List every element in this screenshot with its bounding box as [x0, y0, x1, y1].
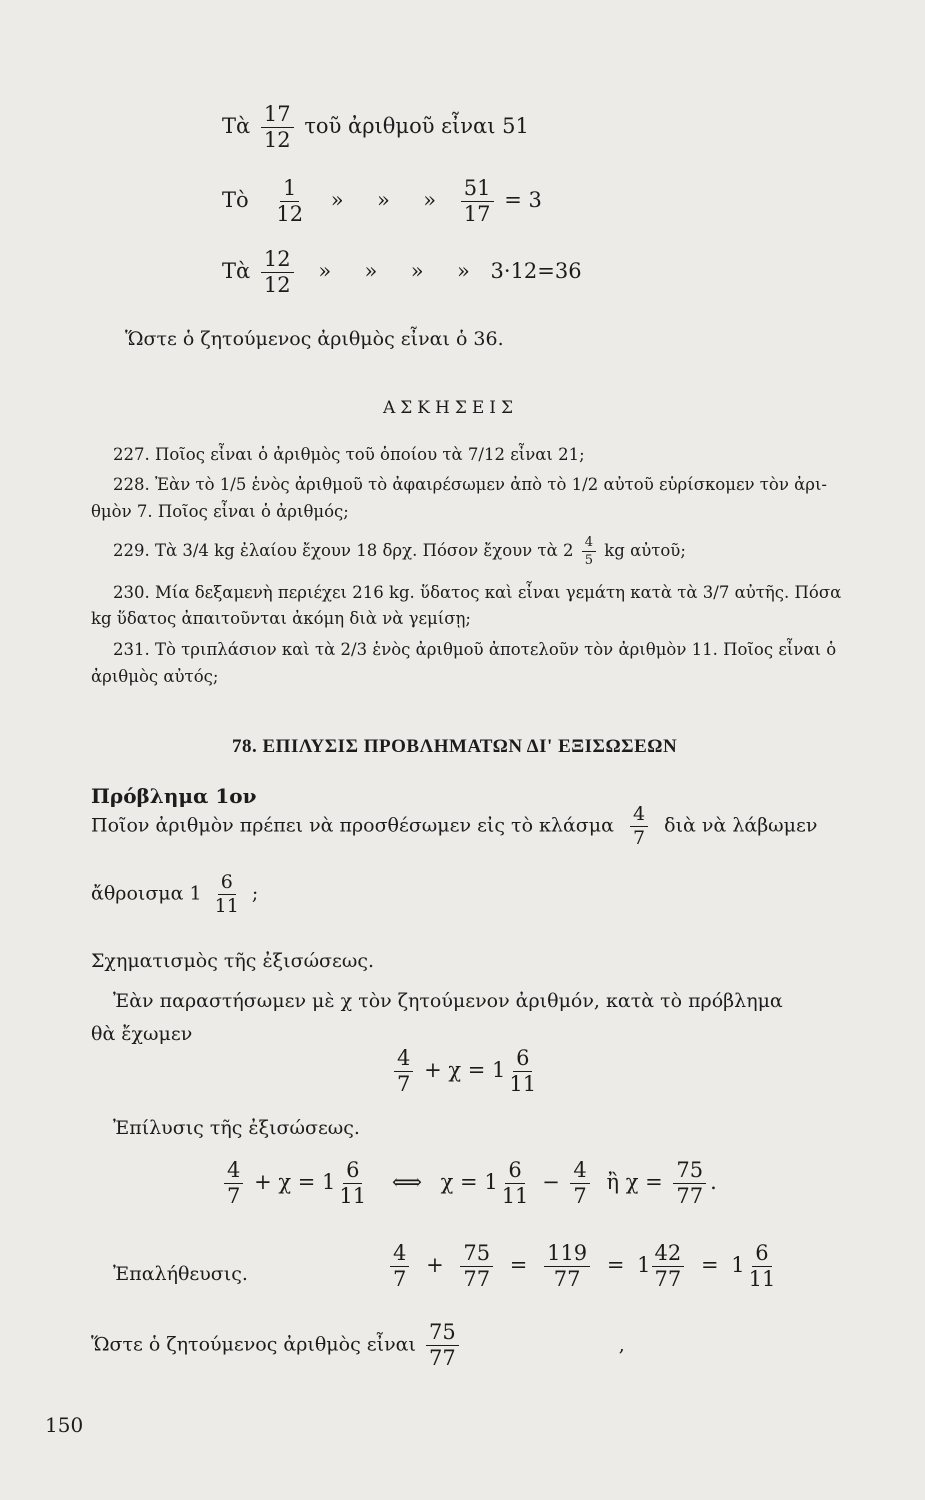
- denominator: 7: [633, 827, 646, 849]
- fraction-4-5: [582, 536, 596, 567]
- denominator: 7: [573, 1184, 587, 1208]
- exercise-227: 227. Ποῖος εἶναι ὁ ἀριθμὸς τοῦ ὁποίου τὰ 7/12 εἶναι 21;: [113, 445, 585, 464]
- whole-one: 1: [492, 1058, 506, 1082]
- equivalence-arrow: ⟺: [391, 1170, 422, 1194]
- solution-label: Ἐπίλυσις τῆς ἐξισώσεως.: [113, 1117, 360, 1139]
- solution-equation: [220, 1160, 717, 1207]
- fraction-42-77: [652, 1243, 685, 1290]
- line-17-12: [222, 104, 529, 151]
- denominator: 77: [463, 1267, 491, 1291]
- exercise-229-tail: kg αὐτοῦ;: [604, 541, 686, 560]
- denominator: 11: [509, 1072, 537, 1096]
- denominator: 77: [553, 1267, 581, 1291]
- final-answer: [91, 1322, 625, 1369]
- equals-sign: =: [700, 1253, 719, 1277]
- final-text: Ὥστε ὁ ζητούμενος ἀριθμὸς εἶναι: [91, 1333, 416, 1356]
- fraction-75-77: [673, 1160, 706, 1207]
- numerator: 6: [343, 1160, 362, 1184]
- fraction-4-7: [570, 1160, 589, 1207]
- denominator: 12: [276, 202, 304, 226]
- fraction-119-77: [544, 1243, 590, 1290]
- question-tail: διὰ νὰ λάβωμεν: [664, 814, 818, 837]
- fraction-12-12: [261, 249, 294, 296]
- exercise-229: [113, 536, 686, 567]
- numerator: 12: [261, 249, 294, 273]
- question-mark: ;: [251, 882, 259, 905]
- exercise-230-line2: kg ὕδατος ἀπαιτοῦνται ἀκόμη διὰ νὰ γεμίσῃ;: [91, 609, 471, 628]
- fraction-51-17: [461, 178, 494, 225]
- word-ta: Τὰ: [222, 114, 251, 138]
- fraction-6-11: [506, 1048, 539, 1095]
- denominator: 7: [227, 1184, 241, 1208]
- equation: [390, 1048, 543, 1095]
- exercise-231-line1: 231. Τὸ τριπλάσιον καὶ τὰ 2/3 ἑνὸς ἀριθμοῦ ἀποτελοῦν τὸν ἀριθμὸν 11. Ποῖος εἶναι ὁ: [113, 640, 837, 659]
- exercise-230-line1: 230. Μία δεξαμενὴ περιέχει 216 kg. ὕδατος καὶ εἶναι γεμάτη κατὰ τὰ 3/7 αὐτῆς. Πόσα: [113, 583, 842, 602]
- exercise-229-text: 229. Τὰ 3/4 kg ἐλαίου ἔχουν 18 δρχ. Πόσον ἔχουν τὰ 2: [113, 541, 574, 560]
- word-ta: Τὰ: [222, 259, 251, 283]
- exercises-title: ΑΣΚΗΣΕΙΣ: [383, 398, 518, 418]
- question-line1: [91, 805, 817, 848]
- section-heading: 78. ΕΠΙΛΥΣΙΣ ΠΡΟΒΛΗΜΑΤΩΝ ΔΙ' ΕΞΙΣΩΣΕΩΝ: [232, 736, 678, 757]
- verify-label: Ἐπαλήθευσις.: [113, 1263, 248, 1285]
- denominator: 11: [501, 1184, 529, 1208]
- plus-x-equals: + χ =: [254, 1170, 316, 1194]
- numerator: 4: [390, 1243, 409, 1267]
- denominator: 5: [584, 553, 594, 568]
- fraction-1-12: [273, 178, 306, 225]
- numerator: 42: [652, 1243, 685, 1267]
- numerator: 6: [218, 873, 236, 895]
- denominator: 12: [263, 273, 291, 297]
- denominator: 77: [654, 1267, 682, 1291]
- numerator: 4: [394, 1048, 413, 1072]
- minus-sign: −: [542, 1170, 560, 1194]
- denominator: 7: [397, 1072, 411, 1096]
- numerator: 6: [505, 1160, 524, 1184]
- plus-sign: +: [426, 1253, 444, 1277]
- numerator: 6: [513, 1048, 532, 1072]
- fraction-6-11: [499, 1160, 532, 1207]
- whole-one: 1: [484, 1170, 498, 1194]
- exercise-228-line1: 228. Ἐὰν τὸ 1/5 ἑνὸς ἀριθμοῦ τὸ ἀφαιρέσωμεν ἀπὸ τὸ 1/2 αὐτοῦ εὑρίσκομεν τὸν ἀρι-: [113, 475, 828, 494]
- fraction-75-77: [426, 1322, 459, 1369]
- numerator: 4: [630, 805, 648, 827]
- formation-label: Σχηματισμὸς τῆς ἐξισώσεως.: [91, 950, 375, 972]
- fraction-6-11: [212, 873, 242, 916]
- whole-one: 1: [637, 1253, 651, 1277]
- sum-text: ἄθροισμα 1: [91, 882, 202, 905]
- question-text: Ποῖον ἀριθμὸν πρέπει νὰ προσθέσωμεν εἰς τὸ κλάσμα: [91, 814, 614, 837]
- numerator: 75: [673, 1160, 706, 1184]
- question-line2: [91, 873, 258, 916]
- fraction-17-12: [261, 104, 294, 151]
- fraction-4-7: [394, 1048, 413, 1095]
- line-12-12: [222, 249, 582, 296]
- line-1-12: [222, 178, 542, 225]
- denominator: 77: [676, 1184, 704, 1208]
- numerator: 119: [544, 1243, 590, 1267]
- exercise-231-line2: ἀριθμὸς αὐτός;: [91, 667, 219, 686]
- if-line2: θὰ ἔχωμεν: [91, 1023, 193, 1045]
- exercise-228-line2: θμὸν 7. Ποῖος εἶναι ὁ ἀριθμός;: [91, 502, 349, 521]
- denominator: 11: [748, 1267, 776, 1291]
- whole-one: 1: [322, 1170, 336, 1194]
- verify-equation: [386, 1243, 782, 1290]
- numerator: 1: [280, 178, 299, 202]
- whole-one: 1: [731, 1253, 745, 1277]
- numerator: 75: [426, 1322, 459, 1346]
- page-number: 150: [45, 1413, 84, 1437]
- denominator: 12: [263, 128, 291, 152]
- numerator: 4: [224, 1160, 243, 1184]
- numerator: 51: [461, 178, 494, 202]
- result-36: 3·12=36: [490, 259, 582, 283]
- comma: ,: [618, 1333, 625, 1356]
- ditto-marks: » » » »: [318, 259, 470, 283]
- x-equals: χ =: [440, 1170, 478, 1194]
- period: .: [710, 1170, 717, 1194]
- fraction-4-7: [630, 805, 648, 848]
- plus-x-equals: + χ =: [424, 1058, 486, 1082]
- fraction-4-7: [390, 1243, 409, 1290]
- fraction-6-11: [336, 1160, 369, 1207]
- line1-text: τοῦ ἀριθμοῦ εἶναι 51: [304, 114, 529, 138]
- numerator: 4: [570, 1160, 589, 1184]
- denominator: 17: [463, 202, 491, 226]
- ditto-marks: » » »: [330, 188, 437, 212]
- conclusion-36: Ὥστε ὁ ζητούμενος ἀριθμὸς εἶναι ὁ 36.: [125, 328, 504, 350]
- denominator: 77: [428, 1346, 456, 1370]
- numerator: 17: [261, 104, 294, 128]
- equals-sign: =: [606, 1253, 625, 1277]
- denominator: 11: [339, 1184, 367, 1208]
- numerator: 75: [460, 1243, 493, 1267]
- numerator: 4: [582, 536, 596, 552]
- fraction-4-7: [224, 1160, 243, 1207]
- numerator: 6: [752, 1243, 771, 1267]
- denominator: 11: [214, 895, 239, 917]
- or-x-equals: ἢ χ =: [606, 1170, 663, 1194]
- if-line1: Ἐὰν παραστήσωμεν μὲ χ τὸν ζητούμενον ἀριθμόν, κατὰ τὸ πρόβλημα: [113, 990, 783, 1012]
- fraction-75-77: [460, 1243, 493, 1290]
- result-3: = 3: [504, 188, 542, 212]
- denominator: 7: [393, 1267, 407, 1291]
- equals-sign: =: [509, 1253, 528, 1277]
- problem-title: Πρόβλημα 1ον: [91, 784, 257, 808]
- word-to: Τὸ: [222, 188, 249, 212]
- fraction-6-11: [746, 1243, 779, 1290]
